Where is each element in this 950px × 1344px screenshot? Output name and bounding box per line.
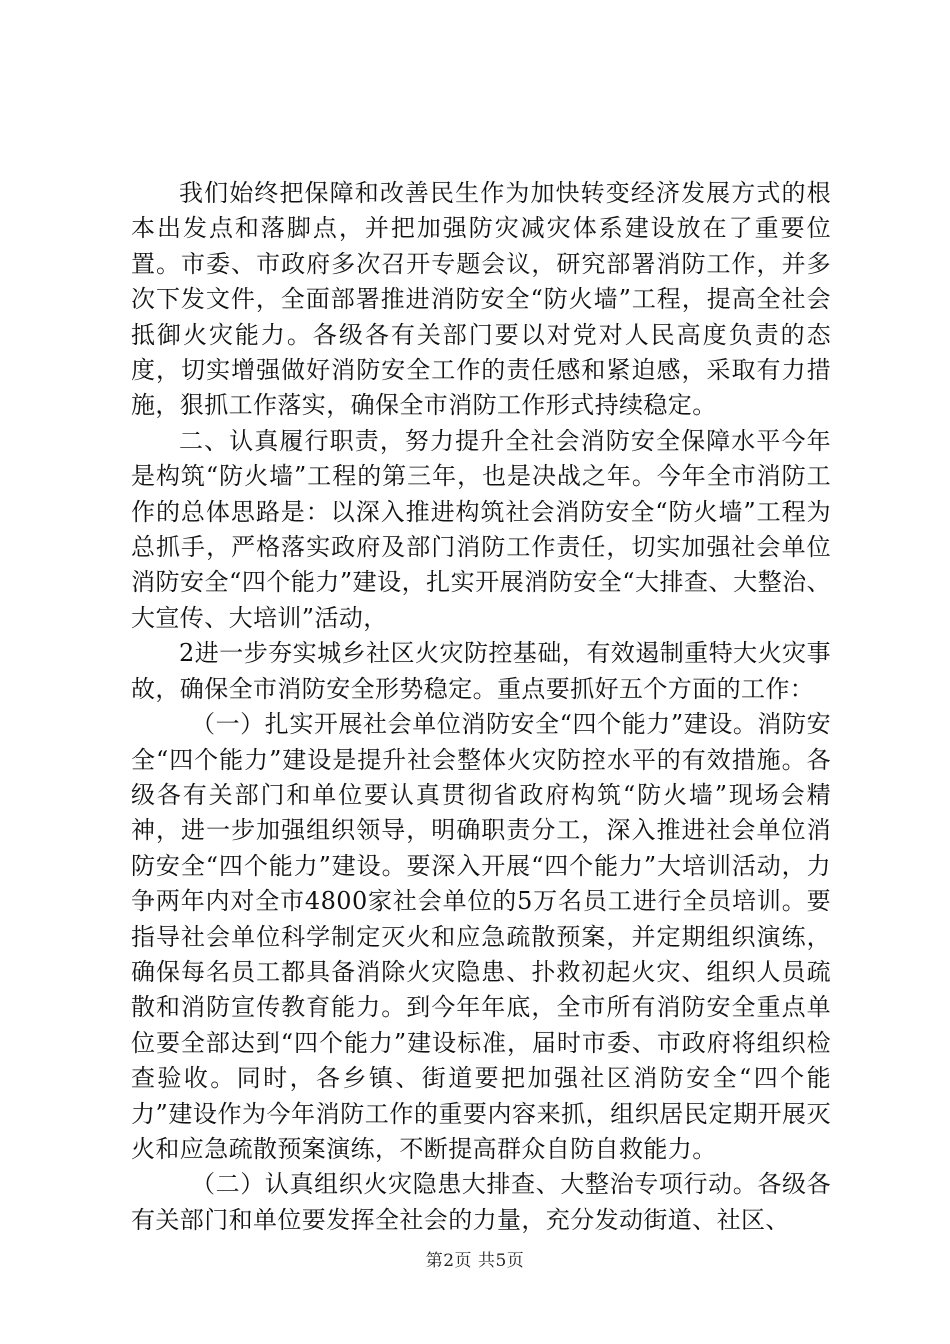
page-footer — [0, 1246, 950, 1271]
paragraph-livelihood: 我们始终把保障和改善民生作为加快转变经济发展方式的根本出发点和落脚点，并把加强防灾减灾体系建设放在了重要位置。市委、市政府多次召开专题会议，研究部署消防工作，并多次下发文件，全面部署推进消防安全“防火墙”工程，提高全社会抵御火灾能力。各级各有关部门要以对党对人民高度负责的态度，切实增强做好消防安全工作的责任感和紧迫感，采取有力措施，狠抓工作落实，确保全市消防工作形式持续稳定。 — [131, 179, 831, 420]
paragraph-five-aspects: 2进一步夯实城乡社区火灾防控基础，有效遏制重特大火灾事故，确保全市消防安全形势稳定。重点要抓好五个方面的工作： — [131, 639, 831, 703]
paragraph-item-two: （二）认真组织火灾隐患大排查、大整治专项行动。各级各有关部门和单位要发挥全社会的力量，充分发动街道、社区、 — [131, 1170, 831, 1234]
paragraph-item-one: （一）扎实开展社会单位消防安全“四个能力”建设。消防安全“四个能力”建设是提升社会整体火灾防控水平的有效措施。各级各有关部门和单位要认真贯彻省政府构筑“防火墙”现场会精神，进一步加强组织领导，明确职责分工，深入推进社会单位消防安全“四个能力”建设。要深入开展“四个能力”大培训活动，力争两年内对全市4800家社会单位的5万名员工进行全员培训。要指导社会单位科学制定灭火和应急疏散预案，并定期组织演练，确保每名员工都具备消除火灾隐患、扑救初起火灾、组织人员疏散和消防宣传教育能力。到今年年底，全市所有消防安全重点单位要全部达到“四个能力”建设标准，届时市委、市政府将组织检查验收。同时，各乡镇、街道要把加强社区消防安全“四个能力”建设作为今年消防工作的重要内容来抓，组织居民定期开展灭火和应急疏散预案演练，不断提高群众自防自救能力。 — [131, 710, 831, 1163]
paragraph-section-two: 二、认真履行职责，努力提升全社会消防安全保障水平今年是构筑“防火墙”工程的第三年，也是决战之年。今年全市消防工作的总体思路是：以深入推进构筑社会消防安全“防火墙”工程为总抓手，严格落实政府及部门消防工作责任，切实加强社会单位消防安全“四个能力”建设，扎实开展消防安全“大排查、大整治、大宣传、大培训”活动， — [131, 426, 831, 632]
page-number-label: 第2页 共5页 — [425, 1251, 525, 1271]
document-body — [131, 176, 831, 1238]
